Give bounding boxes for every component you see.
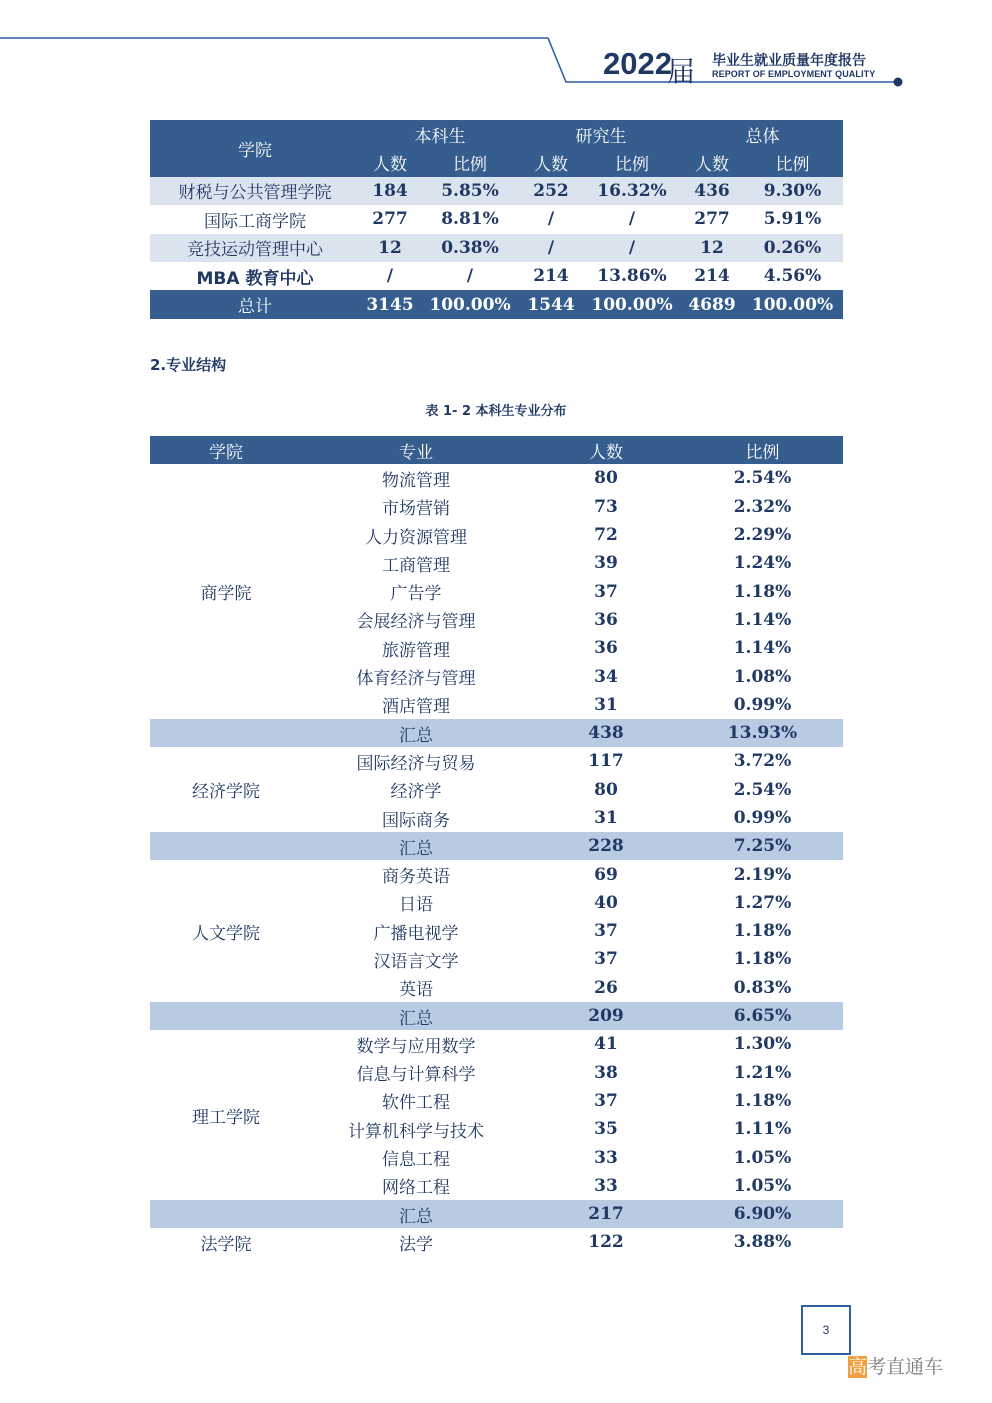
cell: 100.00%: [591, 294, 673, 315]
ratio-cell: 1.18%: [733, 949, 792, 970]
cell: 3145: [366, 294, 414, 315]
count-cell: 33: [594, 1175, 618, 1196]
cell: 184: [372, 180, 408, 201]
report-title-en: REPORT OF EMPLOYMENT QUALITY: [712, 69, 876, 79]
major-name: 软件工程: [382, 1093, 450, 1114]
subtotal-ratio: 7.25%: [733, 836, 792, 857]
ratio-cell: 1.18%: [733, 921, 792, 942]
cell: 12: [700, 237, 724, 258]
cell: 1544: [527, 294, 575, 315]
cell: 252: [533, 180, 569, 201]
ratio-cell: 1.21%: [733, 1062, 792, 1083]
sub-count: 人数: [695, 155, 729, 176]
subtotal-label: 汇总: [399, 838, 433, 859]
cell: 5.91%: [763, 209, 822, 230]
subtotal-row: [150, 832, 843, 860]
cell: 277: [372, 209, 408, 230]
count-cell: 35: [594, 1119, 618, 1140]
ratio-cell: 1.30%: [733, 1034, 792, 1055]
count-cell: 37: [594, 949, 618, 970]
subtotal-label: 汇总: [399, 1008, 433, 1029]
college-name: 国际工商学院: [204, 211, 306, 232]
major-name: 市场营销: [382, 499, 450, 520]
major-distribution-table: [150, 436, 843, 1257]
count-cell: 31: [594, 808, 618, 828]
count-cell: 37: [594, 581, 618, 602]
ratio-cell: 3.88%: [733, 1232, 792, 1253]
college-name: 经济学院: [192, 782, 260, 803]
cell: 4.56%: [763, 266, 822, 287]
subtotal-row: [150, 719, 843, 747]
subtotal-row: [150, 1002, 843, 1030]
major-name: 国际经济与贸易: [356, 753, 476, 774]
major-name: 数学与应用数学: [356, 1036, 476, 1057]
ratio-cell: 1.05%: [733, 1147, 792, 1168]
ratio-cell: 1.05%: [733, 1175, 792, 1196]
table-row: [150, 1030, 843, 1058]
cell: 0.26%: [763, 237, 822, 258]
col-ratio: 比例: [745, 442, 780, 463]
count-cell: 37: [594, 921, 618, 942]
college-name: 人文学院: [192, 923, 260, 944]
major-name: 广播电视学: [373, 923, 459, 944]
cell: /: [547, 209, 555, 230]
ratio-cell: 1.24%: [733, 553, 792, 574]
cell: /: [466, 266, 474, 287]
col-major: 专业: [399, 442, 433, 463]
major-name: 广告学: [390, 584, 442, 605]
count-cell: 72: [594, 525, 618, 546]
count-cell: 80: [594, 779, 618, 800]
sub-count: 人数: [534, 155, 568, 176]
count-cell: 26: [594, 977, 618, 998]
count-cell: 39: [594, 553, 618, 574]
ratio-cell: 0.83%: [733, 977, 792, 998]
cell: /: [386, 266, 394, 287]
sub-count: 人数: [373, 155, 407, 176]
sub-ratio: 比例: [615, 155, 649, 176]
cell: 16.32%: [597, 180, 667, 201]
major-name: 日语: [399, 895, 433, 916]
subtotal-count: 209: [588, 1006, 624, 1027]
watermark-text: 考直通车: [867, 1356, 944, 1378]
empty-cell: [150, 832, 302, 860]
ratio-cell: 1.27%: [733, 892, 792, 913]
page-number: 3: [801, 1305, 851, 1355]
major-name: 国际商务: [382, 810, 450, 831]
sub-ratio: 比例: [453, 155, 487, 176]
empty-cell: [150, 1200, 302, 1228]
count-cell: 36: [594, 609, 618, 630]
major-name: 法学: [399, 1234, 433, 1255]
ratio-cell: 1.14%: [733, 609, 792, 630]
subtotal-count: 438: [588, 723, 624, 744]
major-name: 计算机科学与技术: [348, 1121, 484, 1142]
college-name: 商学院: [200, 584, 252, 605]
report-year-suffix: 届: [667, 55, 696, 88]
subtotal-ratio: 13.93%: [727, 723, 798, 744]
count-cell: 122: [588, 1232, 624, 1253]
subtotal-count: 228: [588, 836, 624, 857]
col-college: 学院: [209, 442, 243, 463]
ratio-cell: 2.32%: [733, 496, 792, 517]
total-label: 总计: [238, 297, 272, 318]
ratio-cell: 1.08%: [733, 666, 792, 687]
ratio-cell: 0.99%: [733, 694, 792, 715]
ratio-cell: 2.29%: [733, 525, 792, 546]
college-graduate-table: [150, 120, 843, 319]
section-title: 2.专业结构: [150, 356, 227, 374]
cell: 214: [533, 266, 569, 287]
college-name: 竞技运动管理中心: [187, 240, 323, 261]
subtotal-label: 汇总: [399, 1206, 433, 1227]
count-cell: 41: [594, 1034, 618, 1055]
cell: 214: [694, 266, 730, 287]
table-row: [150, 747, 843, 775]
cell: 277: [694, 209, 730, 230]
subtotal-ratio: 6.65%: [733, 1006, 792, 1027]
table-caption: 表 1- 2 本科生专业分布: [425, 404, 567, 419]
col-college: 学院: [238, 140, 272, 161]
subtotal-row: [150, 1200, 843, 1228]
count-cell: 80: [594, 468, 618, 489]
subtotal-label: 汇总: [399, 725, 433, 746]
subtotal-count: 217: [588, 1204, 624, 1225]
major-name: 工商管理: [382, 555, 450, 576]
ratio-cell: 1.11%: [733, 1119, 792, 1140]
college-name: 理工学院: [192, 1107, 260, 1128]
ratio-cell: 1.18%: [733, 581, 792, 602]
cell: /: [628, 237, 636, 258]
college-name: MBA 教育中心: [196, 268, 314, 289]
count-cell: 34: [594, 666, 618, 687]
major-name: 网络工程: [382, 1178, 450, 1199]
major-name: 信息工程: [382, 1150, 450, 1171]
table-row: [150, 464, 843, 492]
count-cell: 31: [594, 694, 618, 715]
sub-ratio: 比例: [775, 155, 810, 176]
group-overall: 总体: [745, 126, 780, 147]
group-undergrad: 本科生: [414, 126, 466, 147]
group-graduate: 研究生: [575, 126, 627, 147]
watermark-first-char: 高: [848, 1356, 868, 1378]
cell: 4689: [688, 294, 736, 315]
count-cell: 117: [588, 751, 624, 772]
ratio-cell: 2.54%: [733, 468, 792, 489]
cell: 12: [378, 237, 402, 258]
major-name: 物流管理: [382, 470, 450, 491]
major-name: 汉语言文学: [373, 951, 459, 972]
table-row: [150, 205, 843, 233]
watermark: [848, 1352, 943, 1379]
table-row: [150, 262, 843, 290]
cell: /: [547, 237, 555, 258]
cell: /: [628, 209, 636, 230]
ratio-cell: 2.54%: [733, 779, 792, 800]
cell: 9.30%: [763, 180, 822, 201]
count-cell: 69: [594, 864, 618, 885]
count-cell: 40: [594, 892, 618, 913]
ratio-cell: 3.72%: [733, 751, 792, 772]
major-name: 商务英语: [382, 867, 450, 888]
ratio-cell: 0.99%: [733, 808, 792, 828]
subtotal-ratio: 6.90%: [733, 1204, 792, 1225]
cell: 100.00%: [429, 294, 511, 315]
cell: 436: [694, 180, 730, 201]
report-title-cn: 毕业生就业质量年度报告: [712, 53, 866, 69]
major-name: 英语: [399, 980, 433, 1001]
major-name: 体育经济与管理: [356, 669, 476, 690]
count-cell: 38: [594, 1062, 618, 1083]
count-cell: 33: [594, 1147, 618, 1168]
cell: 100.00%: [751, 294, 834, 315]
college-name: 法学院: [200, 1234, 252, 1255]
table-row: [150, 177, 843, 205]
table-row: [150, 860, 843, 888]
ratio-cell: 2.19%: [733, 864, 792, 885]
major-name: 会展经济与管理: [356, 612, 476, 633]
col-count: 人数: [589, 442, 623, 463]
cell: 13.86%: [597, 266, 667, 287]
total-row: [150, 290, 843, 318]
cell: 0.38%: [441, 237, 499, 258]
cell: 8.81%: [441, 209, 499, 230]
ratio-cell: 1.14%: [733, 638, 792, 659]
college-name: 财税与公共管理学院: [178, 183, 332, 204]
report-year: 2022: [603, 46, 672, 81]
cell: 5.85%: [441, 180, 499, 201]
table-row: [150, 234, 843, 262]
count-cell: 37: [594, 1090, 618, 1111]
empty-cell: [150, 719, 302, 747]
ratio-cell: 1.18%: [733, 1090, 792, 1111]
empty-cell: [150, 1002, 302, 1030]
major-name: 旅游管理: [382, 640, 450, 661]
table-row: [150, 1228, 843, 1256]
count-cell: 73: [594, 496, 618, 517]
major-name: 信息与计算科学: [356, 1065, 476, 1086]
count-cell: 36: [594, 638, 618, 659]
major-name: 人力资源管理: [365, 527, 467, 548]
major-name: 经济学: [390, 782, 442, 803]
major-name: 酒店管理: [382, 697, 450, 718]
